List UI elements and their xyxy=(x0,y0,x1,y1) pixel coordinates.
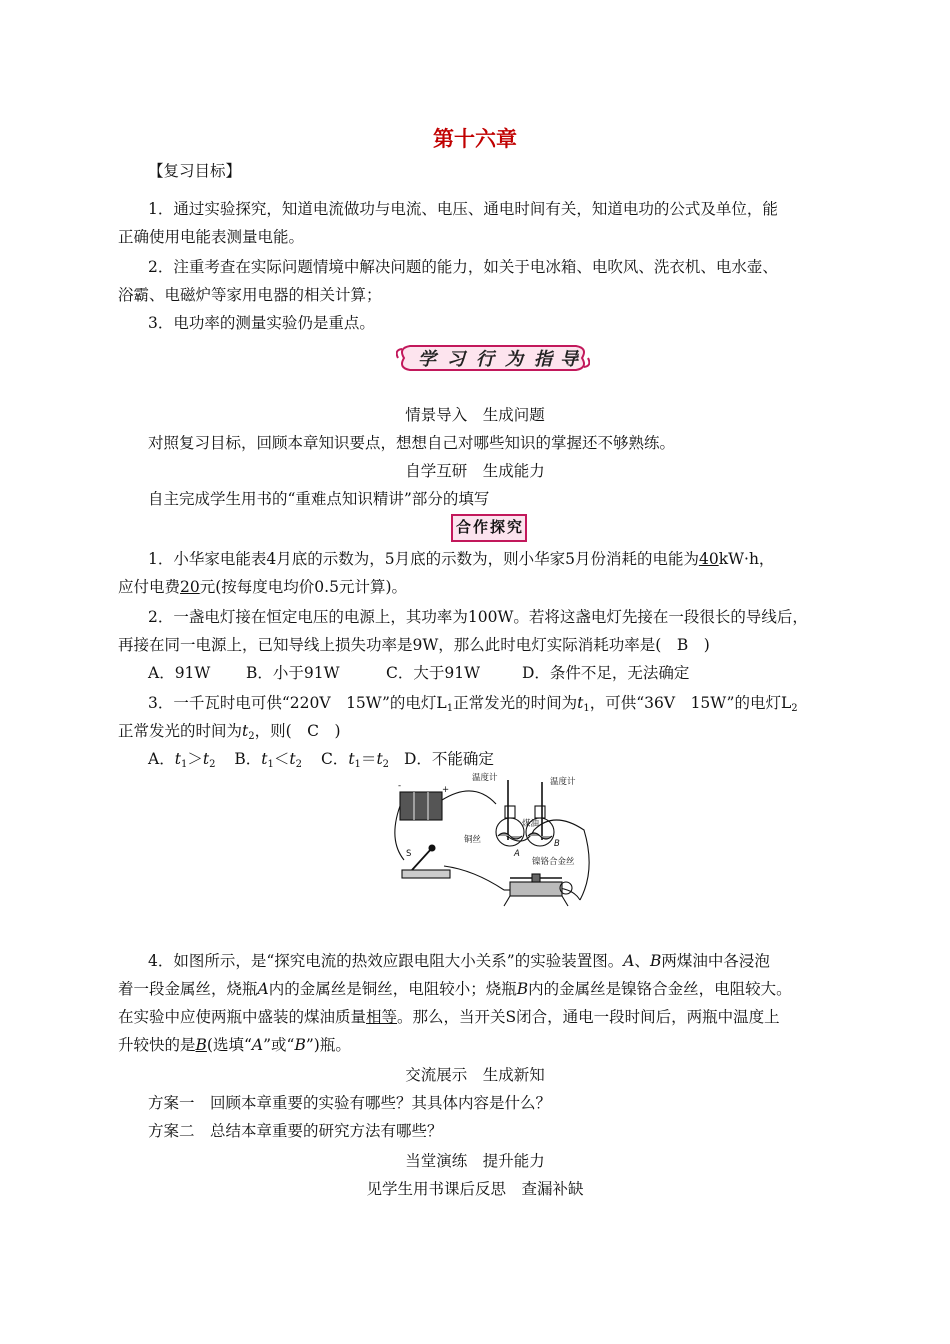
question-2-option-b: B．小于91W xyxy=(246,664,340,682)
study-guide-banner xyxy=(396,340,590,376)
question-4-line-3 xyxy=(118,1006,780,1028)
thermometer-1-label: 温度计 xyxy=(472,773,498,783)
q3-opt-b-label: B． xyxy=(234,750,262,768)
q4-a: A xyxy=(623,952,635,970)
q3-opt-b-rel: ＜ xyxy=(273,750,290,768)
question-4-line-1 xyxy=(148,950,770,972)
question-3-line-1 xyxy=(148,692,798,720)
review-goals-heading: 【复习目标】 xyxy=(148,162,242,180)
nichrome-wire-label: 镍铬合金丝 xyxy=(532,857,575,867)
q3-opt-a-t2: t xyxy=(202,750,210,768)
q1-answer-energy: 40 xyxy=(698,550,719,568)
q3-opt-b-t1: t xyxy=(261,750,268,768)
q3-text-c: ，可供“36V 15W”的电灯L xyxy=(589,694,792,712)
banner-char-1: 学 xyxy=(418,349,436,370)
banner-char-3: 行 xyxy=(476,349,494,370)
question-4-line-4 xyxy=(118,1034,351,1056)
experiment-apparatus-figure xyxy=(384,770,594,930)
goal-3: 3．电功率的测量实验仍是重点。 xyxy=(148,314,375,332)
section-3-title: 交流展示 生成新知 xyxy=(405,1066,545,1084)
tag-char-3: 探 xyxy=(490,518,506,536)
question-4-line-2 xyxy=(118,978,792,1000)
q4-text-h: 升较快的是 xyxy=(118,1036,196,1054)
q3-sub-2: 2 xyxy=(791,703,798,714)
q3-t2: t xyxy=(242,722,249,740)
battery-minus-label: - xyxy=(398,781,402,791)
q4-text-f: 在实验中应使两瓶中盛装的煤油质量 xyxy=(118,1008,367,1026)
q4-text-i: (选填“ xyxy=(206,1036,252,1054)
q3-sub-1: 1 xyxy=(446,703,454,714)
q4-a-2: A xyxy=(257,980,269,998)
q4-text-c: 着一段金属丝，烧瓶 xyxy=(118,980,258,998)
q3-opt-a-rel: ＞ xyxy=(187,750,203,768)
q1-text-b: 应付电费 xyxy=(118,578,181,596)
q1-text-c: 元(按每度电均价0.5元计算)。 xyxy=(199,578,407,596)
question-2-line-2: 再接在同一电源上，已知导线上损失功率是9W，那么此时电灯实际消耗功率是( B ) xyxy=(118,636,710,654)
goal-2-line-2: 浴霸、电磁炉等家用电器的相关计算； xyxy=(118,286,382,304)
goal-2-line-1: 2．注重考查在实际问题情境中解决问题的能力，如关于电冰箱、电吹风、洗衣机、电水壶、 xyxy=(148,258,778,276)
banner-char-5: 指 xyxy=(534,349,552,370)
question-3-line-2 xyxy=(118,720,341,748)
q1-unit: kW·h， xyxy=(718,550,775,568)
banner-char-6: 导 xyxy=(560,349,578,370)
q4-sep: 、 xyxy=(634,952,650,970)
kerosene-label: 煤油 xyxy=(522,819,540,829)
copper-wire-label: 铜丝 xyxy=(464,835,482,845)
q4-answer-b: B xyxy=(195,1036,207,1054)
q3-opt-c-t2: t xyxy=(376,750,383,768)
q3-opt-b-s1: 1 xyxy=(267,759,274,770)
question-2-option-c: C．大于91W xyxy=(386,664,481,682)
q3-t1-sub: 1 xyxy=(583,703,590,714)
tag-char-2: 作 xyxy=(473,518,489,536)
q3-text-e: ，则( C ) xyxy=(254,722,341,740)
goal-1-line-1: 1．通过实验探究，知道电流做功与电流、电压、通电时间有关，知道电功的公式及单位，能 xyxy=(148,200,778,218)
q4-b-2: B xyxy=(516,980,529,998)
rheostat-icon xyxy=(510,882,562,896)
q3-t1: t xyxy=(577,694,584,712)
q3-opt-c-s1: 1 xyxy=(354,759,361,770)
question-2-option-a: A．91W xyxy=(148,664,211,682)
cooperative-inquiry-tag xyxy=(451,514,527,542)
chapter-title: 第十六章 xyxy=(433,127,517,151)
q3-text-b: 正常发光的时间为 xyxy=(453,694,578,712)
q3-opt-c-rel: ＝ xyxy=(360,750,377,768)
question-2-line-1: 2．一盏电灯接在恒定电压的电源上，其功率为100W。若将这盏电灯先接在一段很长的导线后， xyxy=(148,608,808,626)
q4-text-j: ”或“ xyxy=(263,1036,295,1054)
q1-text-a: 1．小华家电能表4月底的示数为，5月底的示数为，则小华家5月份消耗的电能为 xyxy=(148,550,699,568)
section-2-title: 自学互研 生成能力 xyxy=(405,462,545,480)
q4-text-k: ”)瓶。 xyxy=(305,1036,351,1054)
q3-opt-a-s1: 1 xyxy=(180,759,188,770)
q4-text-g: 。那么，当开关S闭合，通电一段时间后，两瓶中温度上 xyxy=(397,1008,780,1026)
q3-opt-b-t2: t xyxy=(289,750,296,768)
q4-b: B xyxy=(649,952,662,970)
section-1-title: 情景导入 生成问题 xyxy=(405,406,545,424)
section-2-text: 自主完成学生用书的“重难点知识精讲”部分的填写 xyxy=(148,490,490,508)
q3-opt-a-s2: 2 xyxy=(209,759,216,770)
section-4-text: 见学生用书课后反思 查漏补缺 xyxy=(366,1180,584,1198)
q4-text-d: 内的金属丝是铜丝，电阻较小；烧瓶 xyxy=(268,980,517,998)
q3-opt-b-s2: 2 xyxy=(295,759,302,770)
tag-char-4: 究 xyxy=(507,518,523,536)
question-1-line-1 xyxy=(148,548,774,570)
q4-a-3: A xyxy=(251,1036,264,1054)
battery-plus-label: + xyxy=(442,785,450,795)
q3-opt-a-t1: t xyxy=(174,750,181,768)
q3-t2-sub: 2 xyxy=(248,731,255,742)
plan-1: 方案一 回顾本章重要的实验有哪些？其具体内容是什么？ xyxy=(148,1094,552,1112)
q3-opt-c-s2: 2 xyxy=(382,759,390,770)
plan-2: 方案二 总结本章重要的研究方法有哪些？ xyxy=(148,1122,443,1140)
switch-icon xyxy=(402,870,450,878)
q4-answer-equal: 相等 xyxy=(366,1008,398,1026)
switch-label: S xyxy=(406,849,412,859)
q4-b-3: B xyxy=(294,1036,306,1054)
q3-text-a: 3．一千瓦时电可供“220V 15W”的电灯L xyxy=(148,694,447,712)
q3-opt-d: D．不能确定 xyxy=(403,750,494,768)
banner-char-2: 习 xyxy=(447,349,465,370)
banner-char-4: 为 xyxy=(505,349,523,370)
q3-text-d: 正常发光的时间为 xyxy=(118,722,243,740)
q4-text-e: 内的金属丝是镍铬合金丝，电阻较大。 xyxy=(528,980,792,998)
section-1-text: 对照复习目标，回顾本章知识要点，想想自己对哪些知识的掌握还不够熟练。 xyxy=(148,434,676,452)
battery-icon xyxy=(400,792,442,820)
q4-text-b: 两煤油中各浸泡 xyxy=(661,952,770,970)
q1-answer-fee: 20 xyxy=(180,578,200,596)
q3-opt-c-t1: t xyxy=(348,750,355,768)
q3-opt-c-label: C． xyxy=(320,750,349,768)
question-2-option-d: D．条件不足，无法确定 xyxy=(522,664,690,682)
flask-a xyxy=(496,818,524,846)
q3-opt-a-label: A． xyxy=(148,750,175,768)
flask-a-label: A xyxy=(514,849,520,859)
thermometer-2-label: 温度计 xyxy=(550,777,576,787)
tag-char-1: 合 xyxy=(456,518,472,536)
question-1-line-2 xyxy=(118,576,407,598)
goal-1-line-2: 正确使用电能表测量电能。 xyxy=(118,228,305,246)
section-4-title: 当堂演练 提升能力 xyxy=(405,1152,545,1170)
flask-b-label: B xyxy=(554,839,560,849)
q4-text-a: 4．如图所示，是“探究电流的热效应跟电阻大小关系”的实验装置图。 xyxy=(148,952,624,970)
